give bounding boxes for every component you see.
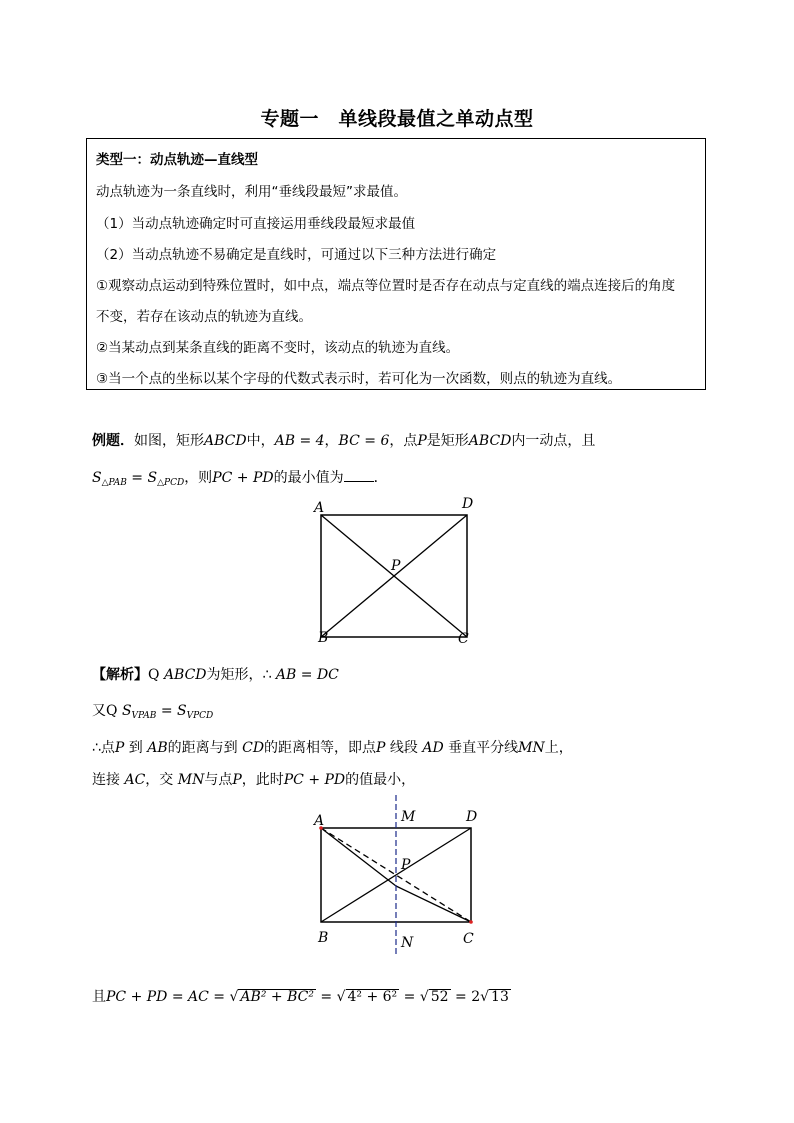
example-line-1 — [92, 430, 595, 450]
label-b: B — [318, 630, 329, 646]
type-box — [86, 138, 706, 390]
text: 且 — [92, 989, 106, 1005]
math: PC + PD — [212, 470, 274, 486]
math: P — [376, 740, 386, 756]
text: 到 — [128, 740, 143, 756]
math: = 2 — [450, 989, 481, 1005]
label-m: M — [401, 809, 416, 825]
math: Q — [106, 703, 118, 719]
text: 如图，矩形 — [134, 433, 204, 449]
label-p: P — [391, 558, 401, 574]
math: AD — [422, 740, 444, 756]
page-title: 专题一 单线段最值之单动点型 — [260, 108, 534, 130]
math: AB = DC — [275, 667, 339, 683]
label-d: D — [462, 496, 474, 512]
solution-line-3 — [92, 737, 573, 757]
text: 的值最小， — [345, 772, 416, 788]
math: AB — [147, 740, 168, 756]
math: MN — [177, 772, 205, 788]
math: = — [156, 703, 178, 719]
sqrt-sign: √ — [229, 989, 239, 1005]
sqrt-sign: √ — [419, 989, 429, 1005]
label-n: N — [401, 935, 414, 951]
segment-pc — [396, 886, 471, 922]
text: ，则 — [184, 470, 213, 486]
box-line-1: 动点轨迹为一条直线时，利用“垂线段最短”求最值。 — [96, 184, 407, 200]
math: P — [114, 740, 125, 756]
text: 又 — [92, 703, 106, 719]
math: S — [92, 470, 102, 486]
math: S — [177, 703, 187, 719]
box-line-7: ③当一个点的坐标以某个字母的代数式表示时，若可化为一次函数，则点的轨迹为直线。 — [96, 371, 622, 387]
math: = — [126, 470, 148, 486]
text: 的距离与到 — [167, 740, 238, 756]
math: S — [121, 703, 132, 719]
text: 连接 — [92, 772, 120, 788]
text: 的最小值为 — [273, 470, 344, 486]
label-a: A — [314, 813, 325, 829]
therefore-symbol: ∴ — [92, 740, 101, 756]
box-line-4: ①观察动点运动到特殊位置时，如中点，端点等位置时是否存在动点与定直线的端点连接后的角度 — [96, 278, 676, 294]
text: 与点 — [204, 772, 233, 788]
rectangle-figure-2 — [300, 795, 500, 955]
label-d: D — [466, 809, 478, 825]
point-c-marker — [469, 920, 473, 924]
solution-final-line — [92, 986, 511, 1006]
math: ABCD — [468, 433, 512, 449]
text: ，点 — [389, 433, 418, 449]
text: 的距离相等，即点 — [264, 740, 377, 756]
math: CD — [242, 740, 265, 756]
subscript: △PAB — [101, 478, 127, 488]
radicand: 13 — [491, 989, 509, 1005]
math: Q — [148, 667, 160, 683]
subscript: VPAB — [131, 711, 157, 721]
text: ，交 — [145, 772, 174, 788]
example-label: 例题． — [92, 433, 134, 449]
math: PC + PD — [283, 772, 346, 788]
math: ABCD — [163, 667, 207, 683]
math: ABCD — [204, 433, 247, 449]
math: = — [315, 989, 337, 1005]
label-p: P — [401, 857, 411, 873]
math: P — [417, 433, 427, 449]
text: 为矩形， — [206, 667, 263, 683]
answer-blank — [344, 471, 374, 482]
solution-line-2 — [92, 700, 213, 721]
text: ， — [324, 433, 339, 449]
text: 上， — [544, 740, 573, 756]
text: ． — [373, 470, 388, 486]
example-line-2 — [92, 467, 388, 488]
text: 垂直平分线 — [448, 740, 519, 756]
label-a: A — [314, 500, 325, 516]
segment-ap — [321, 828, 396, 886]
solution-line-1 — [92, 664, 339, 684]
text: ，此时 — [241, 772, 284, 788]
sqrt-sign: √ — [480, 989, 490, 1005]
text: 中， — [246, 433, 275, 449]
radicand: 4² + 6² — [347, 989, 398, 1005]
text: 点 — [100, 740, 115, 756]
math: AB = 4 — [274, 433, 325, 449]
sqrt-sign: √ — [336, 989, 346, 1005]
box-line-5: 不变，若存在该动点的轨迹为直线。 — [96, 309, 312, 325]
text: 内一动点，且 — [511, 433, 596, 449]
math: MN — [518, 740, 545, 756]
math: P — [232, 772, 242, 788]
label-c: C — [463, 931, 474, 947]
solution-line-4 — [92, 769, 415, 789]
box-line-3: （2）当动点轨迹不易确定是直线时，可通过以下三种方法进行确定 — [96, 247, 497, 263]
text: 是矩形 — [426, 433, 469, 449]
math: AC — [124, 772, 146, 788]
label-c: C — [458, 631, 469, 647]
subscript: VPCD — [186, 711, 214, 721]
box-line-2: （1）当动点轨迹确定时可直接运用垂线段最短求最值 — [96, 216, 416, 232]
text: 线段 — [389, 740, 418, 756]
type-heading: 类型一：动点轨迹—直线型 — [96, 152, 258, 168]
label-b: B — [318, 930, 329, 946]
radicand: AB² + BC² — [240, 989, 314, 1005]
subscript: △PCD — [157, 478, 185, 488]
solution-label: 【解析】 — [92, 667, 148, 683]
math: BC = 6 — [338, 433, 390, 449]
math: S — [147, 470, 158, 486]
radicand: 52 — [430, 989, 449, 1005]
therefore-symbol: ∴ — [262, 667, 272, 683]
math: = — [399, 989, 420, 1005]
box-line-6: ②当某动点到某条直线的距离不变时，该动点的轨迹为直线。 — [96, 340, 460, 356]
rectangle-figure-1 — [300, 490, 500, 650]
math: PC + PD = AC = — [106, 989, 230, 1005]
